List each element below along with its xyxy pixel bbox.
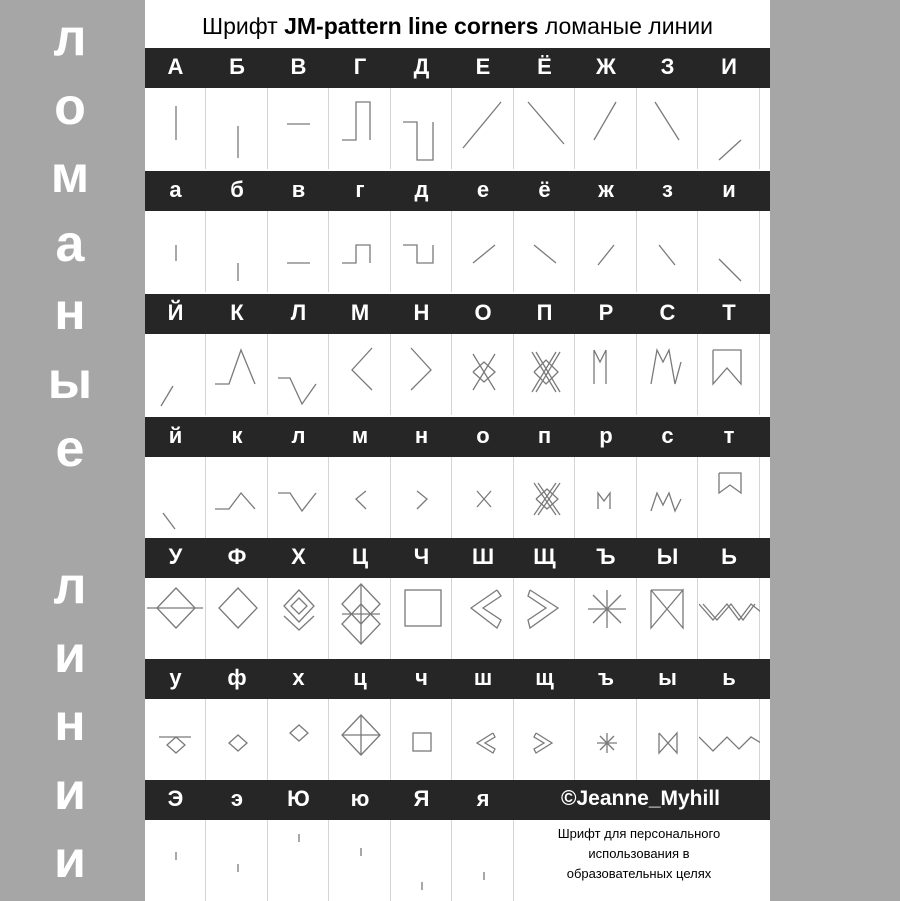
glyph-diamond-nested (268, 578, 329, 659)
glyph-backslash-s2 (637, 211, 698, 292)
glyph-t-small (699, 457, 760, 538)
letter-label: Г (353, 54, 367, 79)
letter-label: Ч (413, 544, 430, 569)
letter-label: Ш (471, 544, 495, 569)
letter-label: ф (227, 665, 247, 690)
usage-note-line: Шрифт для персонального (557, 826, 721, 841)
glyph-greater-small (391, 457, 452, 538)
letter-label: Ц (351, 544, 369, 569)
glyph-backslash-mid (637, 88, 698, 169)
letter-label: П (536, 300, 553, 325)
side-title-letter: и (54, 762, 86, 821)
glyph-row (145, 820, 770, 901)
letter-label: К (230, 300, 244, 325)
glyph-slash-big (453, 88, 514, 169)
side-title-letter: и (54, 625, 86, 684)
glyph-backslash-corner (145, 457, 206, 538)
glyph-slash-mid (576, 88, 637, 169)
glyph-slash-low (699, 88, 760, 169)
glyph-diamond (207, 578, 268, 659)
letter-label: й (168, 423, 183, 448)
letter-label: щ (535, 665, 554, 690)
letter-header-row (145, 659, 770, 699)
letter-label: З (660, 54, 675, 79)
glyph-diamond-s (207, 699, 268, 780)
letter-label: х (292, 665, 305, 690)
letter-header-row (145, 294, 770, 334)
glyph-x-small (453, 457, 514, 538)
glyph-row (145, 699, 770, 780)
glyph-tick-bottom2 (453, 820, 514, 901)
glyph-l-small (268, 457, 329, 538)
glyph-star (576, 578, 637, 659)
glyph-k-small (207, 457, 268, 538)
glyph-chev-left-s (453, 699, 514, 780)
side-title-letter: и (54, 831, 86, 889)
letter-label: Я (413, 786, 430, 811)
glyph-vline-low (207, 88, 268, 169)
letter-label: я (476, 786, 490, 811)
letter-label: С (659, 300, 676, 325)
letter-label: М (350, 300, 370, 325)
glyph-zigzag-s (699, 699, 760, 780)
glyph-chev-right (514, 578, 575, 659)
side-title-letter: о (54, 77, 86, 136)
font-sheet (145, 0, 770, 900)
glyph-vline-s-low (207, 211, 268, 292)
glyph-star-s (576, 699, 637, 780)
letter-label: Ё (537, 54, 552, 79)
glyph-tick-top2 (330, 820, 391, 901)
glyph-g-small (330, 211, 391, 292)
letter-label: е (476, 177, 490, 202)
glyph-grid (145, 0, 770, 900)
letter-label: Р (598, 300, 614, 325)
glyph-t-big (699, 334, 760, 415)
letter-label: ъ (597, 665, 615, 690)
glyph-backslash-big (514, 88, 575, 169)
glyph-g-big (330, 88, 391, 169)
letter-label: г (355, 177, 365, 202)
letter-label: р (599, 423, 613, 448)
vertical-title (0, 0, 140, 900)
glyph-vline-s (145, 211, 206, 292)
letter-label: Е (475, 54, 491, 79)
glyph-row (145, 457, 770, 538)
glyph-k-big (207, 334, 268, 415)
letter-label: ё (538, 177, 551, 202)
glyph-s-small (637, 457, 698, 538)
letter-label: Д (413, 54, 430, 79)
letter-label: О (474, 300, 492, 325)
glyph-r-big (576, 334, 637, 415)
glyph-row (145, 578, 770, 659)
letter-label: Ь (721, 544, 737, 569)
letter-label: ю (350, 786, 370, 811)
letter-label: с (661, 423, 674, 448)
glyph-row (145, 88, 770, 169)
letter-label: Т (722, 300, 736, 325)
glyph-row (145, 211, 770, 292)
letter-label: ь (722, 665, 736, 690)
letter-label: Б (229, 54, 245, 79)
glyph-slash-s2 (576, 211, 637, 292)
title-suffix: ломаные линии (544, 13, 713, 39)
letter-label: л (291, 423, 306, 448)
glyph-hline-mid (268, 88, 329, 169)
glyph-slash-s (453, 211, 514, 292)
glyph-chev-right-s (514, 699, 575, 780)
letter-label: э (230, 786, 244, 811)
letter-label: В (290, 54, 307, 79)
side-title-letter: а (55, 214, 85, 273)
font-name: JM-pattern line corners (284, 13, 539, 39)
letter-label: о (476, 423, 490, 448)
copyright-label: ©Jeanne_Myhill (560, 787, 721, 810)
letter-label: з (662, 177, 673, 202)
side-title-letter: л (53, 9, 87, 67)
glyph-l-big (268, 334, 329, 415)
glyph-s-big (637, 334, 698, 415)
glyph-row (145, 334, 770, 415)
glyph-backslash-low (699, 211, 760, 292)
side-title-letter: е (55, 420, 85, 478)
letter-label: Щ (533, 544, 556, 569)
glyph-diamond-s-line (145, 699, 206, 780)
glyph-less-small (330, 457, 391, 538)
letter-label: Ж (596, 54, 616, 79)
letter-label: к (231, 423, 243, 448)
letter-label: Х (291, 544, 306, 569)
letter-label: Н (413, 300, 430, 325)
glyph-tick-top (268, 820, 329, 901)
glyph-tick-mid (145, 820, 206, 901)
letter-header-row (145, 48, 770, 88)
side-title-letter: м (50, 146, 90, 204)
letter-header-row (145, 417, 770, 457)
letter-label: д (414, 177, 429, 202)
glyph-x-double-s (514, 457, 575, 538)
letter-label: А (167, 54, 184, 79)
glyph-square (391, 578, 452, 659)
glyph-diamond-line (145, 578, 206, 659)
side-title-letter: л (53, 557, 87, 615)
letter-label: Ю (287, 786, 310, 811)
glyph-backslash-s (514, 211, 575, 292)
letter-label: Ф (227, 544, 247, 569)
letter-label: ч (415, 665, 428, 690)
letter-label: м (351, 423, 369, 448)
letter-header-row (145, 171, 770, 211)
glyph-bowtie-s (637, 699, 698, 780)
glyph-less-big (330, 334, 391, 415)
letter-label: ж (598, 177, 614, 202)
letter-label: т (723, 423, 735, 448)
glyph-slash-corner (145, 334, 206, 415)
letter-label: У (168, 544, 183, 569)
glyph-bowtie (637, 578, 698, 659)
glyph-x-diamond (453, 334, 514, 415)
letter-label: п (537, 423, 552, 448)
glyph-zigzag (699, 578, 760, 659)
glyph-greater-big (391, 334, 452, 415)
letter-label: и (722, 177, 736, 202)
letter-label: Ъ (596, 544, 616, 569)
usage-note (523, 824, 755, 884)
side-title-letter: н (54, 283, 86, 341)
letter-label: Ы (656, 544, 679, 569)
glyph-tick-bottom (391, 820, 452, 901)
glyph-vline-c (145, 88, 206, 169)
letter-label: Л (290, 300, 307, 325)
usage-note-line: использования в (588, 846, 690, 861)
glyph-x-double (514, 334, 575, 415)
side-title-letter: н (54, 694, 86, 752)
side-title-letter: ы (47, 351, 93, 410)
letter-label: ц (353, 665, 367, 690)
letter-label: ш (473, 665, 493, 690)
title-prefix: Шрифт (202, 13, 278, 39)
glyph-chev-left (453, 578, 514, 659)
letter-label: у (169, 665, 182, 690)
usage-note-line: образовательных целях (566, 866, 712, 881)
letter-label: а (169, 177, 182, 202)
glyph-tick-low2 (207, 820, 268, 901)
glyph-d-big (391, 88, 452, 169)
glyph-d-small (391, 211, 452, 292)
glyph-r-small (576, 457, 637, 538)
glyph-hline-low (268, 211, 329, 292)
glyph-square-s (391, 699, 452, 780)
letter-label: Э (167, 786, 184, 811)
glyph-diamond-cross (330, 699, 391, 780)
glyph-diamond-xs (268, 699, 329, 780)
glyph-diamond-stack (330, 578, 391, 659)
letter-header-row (145, 780, 770, 820)
letter-label: в (291, 177, 306, 202)
letter-label: н (414, 423, 429, 448)
letter-header-row (145, 538, 770, 578)
letter-label: И (721, 54, 737, 79)
letter-label: б (230, 177, 244, 202)
letter-label: Й (167, 300, 184, 325)
letter-label: ы (658, 665, 677, 690)
